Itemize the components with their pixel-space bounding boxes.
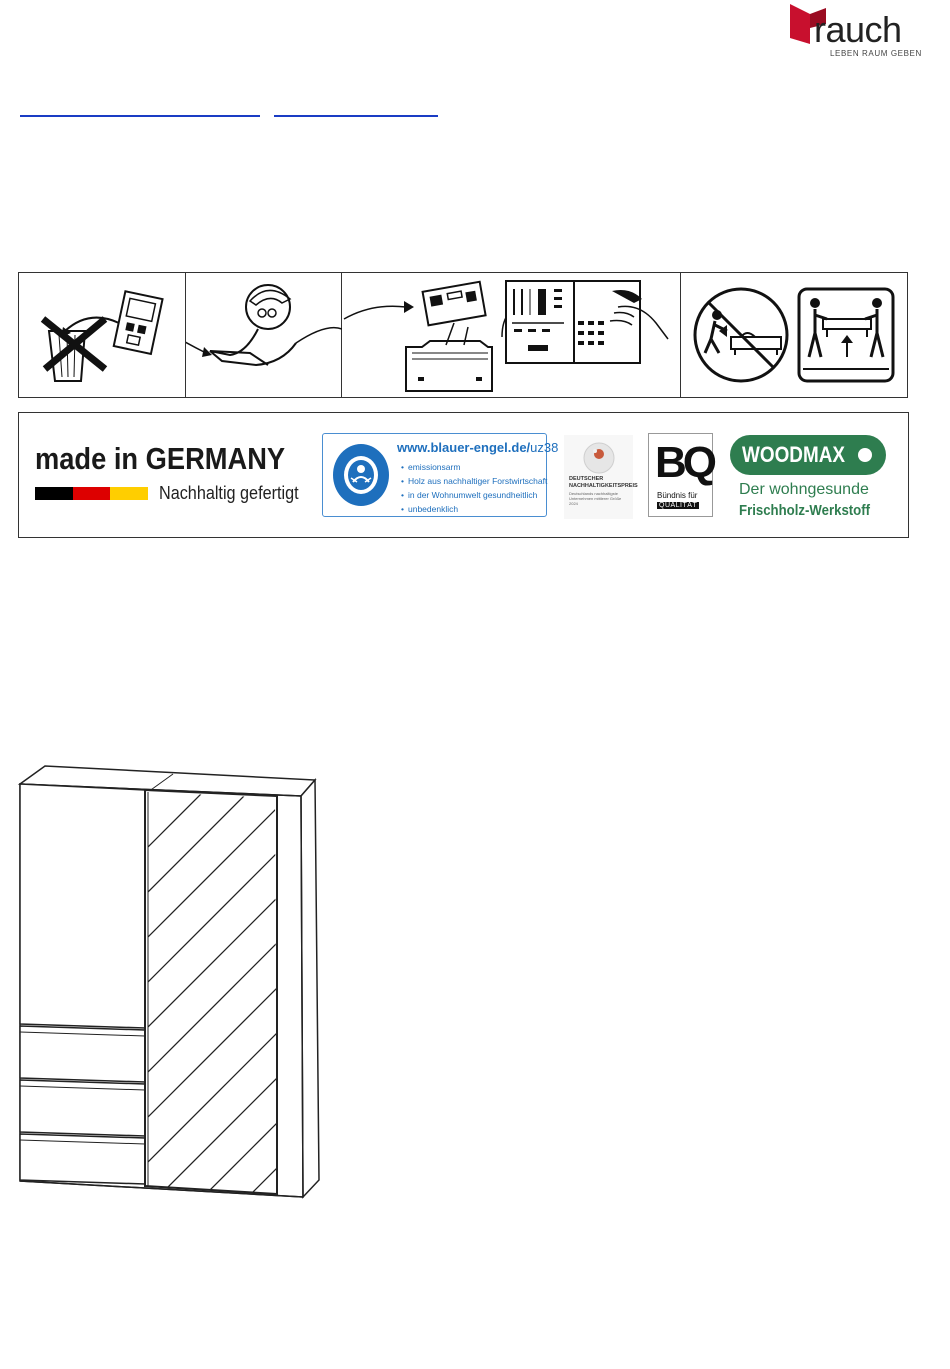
list-item: • emissionsarm [401, 460, 547, 474]
nachhaltigkeitspreis-badge [564, 435, 638, 519]
instruction-strip [18, 272, 908, 398]
brand-tagline: LEBEN RAUM GEBEN [830, 49, 922, 58]
woodmax-line1: Der wohngesunde [739, 481, 869, 498]
read-instructions-icon [186, 273, 342, 397]
german-flag-bar [35, 487, 148, 500]
bq-badge [648, 433, 713, 517]
lift-furniture-icon [799, 289, 893, 381]
do-not-push-furniture-icon [695, 289, 787, 381]
bq-line1: Bündnis für [657, 491, 698, 500]
woodmax-name: WOODMAX [742, 442, 845, 467]
woodmax-dot-icon [858, 448, 872, 462]
woodmax-logo [730, 435, 886, 475]
list-item: • unbedenklich [401, 502, 547, 516]
blauer-engel-url: www.blauer-engel.de/uz38 [397, 440, 559, 455]
certification-band [18, 412, 909, 538]
brand-logo [788, 2, 922, 62]
list-item: • Holz aus nachhaltiger Forstwirtschaft [401, 474, 547, 488]
do-not-discard-instructions-icon [19, 273, 186, 397]
keep-instructions-in-folder-icon [342, 273, 681, 397]
made-in-subtitle: Nachhaltig gefertigt [159, 483, 299, 503]
award-subtitle: Deutschlands nachhaltigste Unternehmen mittlerer Größe 2024 [569, 491, 622, 506]
list-item: • in der Wohnumwelt gesundheitlich [401, 488, 547, 502]
link-2[interactable] [274, 115, 438, 117]
blauer-engel-seal-icon [331, 442, 391, 508]
woodmax-line2: Frischholz-Werkstoff [739, 502, 871, 519]
blauer-engel-list [401, 460, 547, 516]
brand-name: rauch [814, 9, 902, 50]
award-title: DEUTSCHER NACHHALTIGKEITSPREIS [569, 476, 638, 489]
made-in-title: made in GERMANY [35, 441, 286, 476]
wardrobe-illustration [15, 760, 320, 1200]
bq-line2: QUALITÄT [659, 502, 698, 509]
blauer-engel-badge [322, 433, 559, 517]
award-sphere-icon [582, 441, 616, 475]
bq-letters: BQ [655, 438, 713, 487]
furniture-handling-icons [681, 273, 907, 397]
link-1[interactable] [20, 115, 260, 117]
